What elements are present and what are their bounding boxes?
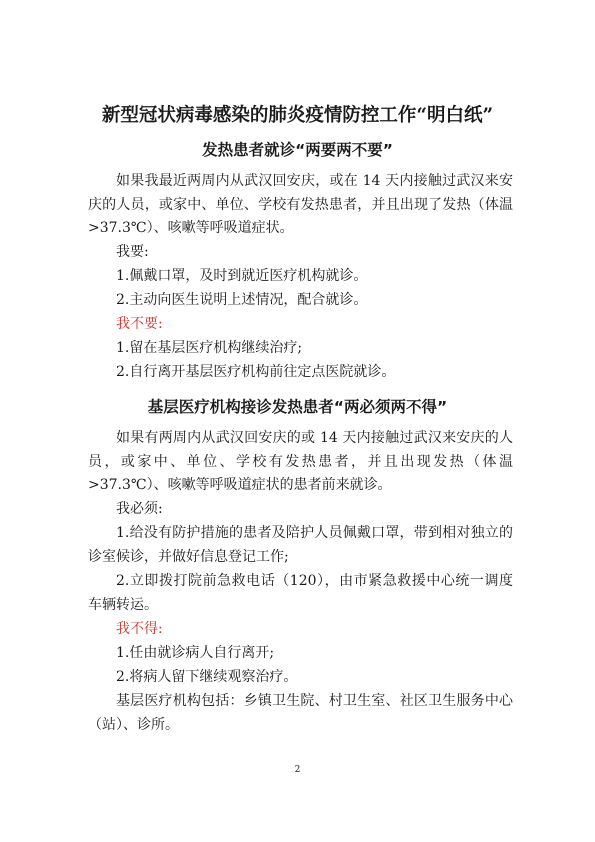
document-title: 新型冠状病毒感染的肺炎疫情防控工作“明白纸” — [101, 105, 494, 126]
section2-mustnot-label: 我不得: — [116, 621, 163, 637]
section2-must-label: 我必须: — [116, 501, 163, 517]
section2-must-item-1: 1.给没有防护措施的患者及陪护人员佩戴口罩，带到相对独立的诊室候诊，并做好信息登记工作; — [88, 525, 513, 565]
section2-intro: 如果有两周内从武汉回安庆的或 14 天内接触过武汉来安庆的人员，或家中、单位、学校有发热患者，并且出现发热（体温>37.3℃）、咳嗽等呼吸道症状的患者前来就诊。 — [88, 430, 513, 494]
section2-heading: 基层医疗机构接诊发热患者“两必须两不得” — [147, 398, 448, 416]
section1-must-label: 我要: — [116, 244, 149, 260]
section2-note: 基层医疗机构包括：乡镇卫生院、村卫生室、社区卫生服务中心（站）、诊所。 — [88, 693, 513, 733]
section2-must-item-2: 2.立即拨打院前急救电话（120），由市紧急救援中心统一调度车辆转运。 — [88, 573, 513, 613]
section1-mustnot-item-1: 1.留在基层医疗机构继续治疗; — [116, 340, 303, 356]
section2-mustnot-item-2: 2.将病人留下继续观察治疗。 — [116, 669, 298, 685]
section1-mustnot-label: 我不要: — [116, 316, 163, 332]
section1-intro: 如果我最近两周内从武汉回安庆，或在 14 天内接触过武汉来安庆的人员，或家中、单位、学校有发热患者，并且出现了发热（体温>37.3℃）、咳嗽等呼吸道症状。 — [88, 173, 513, 237]
section1-must-item-1: 1.佩戴口罩，及时到就近医疗机构就诊。 — [116, 268, 368, 284]
section1-must-item-2: 2.主动向医生说明上述情况，配合就诊。 — [116, 292, 368, 308]
section1-heading: 发热患者就诊“两要两不要” — [202, 141, 393, 159]
section2-mustnot-item-1: 1.任由就诊病人自行离开; — [116, 645, 275, 661]
section1-mustnot-item-2: 2.自行离开基层医疗机构前往定点医院就诊。 — [116, 364, 396, 380]
page-number: 2 — [294, 765, 301, 775]
